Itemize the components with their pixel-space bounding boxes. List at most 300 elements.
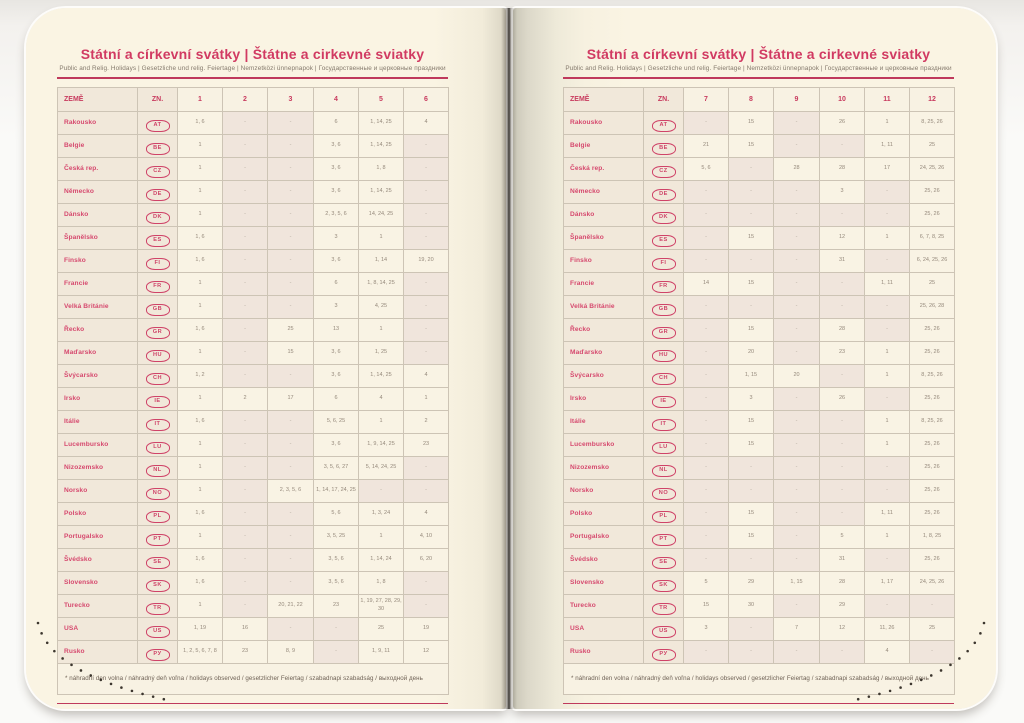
holiday-cell-empty: - (404, 180, 449, 203)
title-underline (563, 77, 954, 79)
country-code-cell (644, 180, 684, 203)
holiday-cell-empty: - (774, 387, 820, 410)
column-header-month: 3 (268, 87, 314, 111)
holiday-cell: 4 (865, 640, 910, 663)
country-name: Španělsko (58, 226, 138, 249)
table-row (564, 272, 955, 295)
country-code-badge: IT (652, 419, 676, 431)
holiday-cell-empty: - (774, 318, 820, 341)
holiday-cell-empty: - (404, 479, 449, 502)
holiday-cell-empty: - (729, 180, 774, 203)
holiday-cell-empty: - (223, 364, 268, 387)
country-code-badge: ES (652, 235, 676, 247)
holiday-cell: 1, 6 (178, 410, 223, 433)
country-code-badge: РУ (146, 649, 170, 661)
holiday-cell: 1, 14 (359, 249, 404, 272)
holiday-cell: 8, 25, 26 (910, 364, 955, 387)
holiday-cell-empty: - (268, 617, 314, 640)
holiday-cell-empty: - (268, 272, 314, 295)
country-code-badge: GB (146, 304, 170, 316)
country-name: Dánsko (564, 203, 644, 226)
holiday-cell: 1, 6 (178, 318, 223, 341)
holiday-cell: 5, 6 (684, 157, 729, 180)
country-code-cell (138, 318, 178, 341)
country-code-cell (644, 364, 684, 387)
country-code-badge: NL (146, 465, 170, 477)
holiday-cell: 31 (820, 548, 865, 571)
country-code-cell (138, 502, 178, 525)
holiday-cell-empty: - (223, 479, 268, 502)
country-name: USA (58, 617, 138, 640)
holiday-cell-empty: - (774, 249, 820, 272)
holiday-cell: 3, 5, 6, 27 (314, 456, 359, 479)
holiday-cell: 29 (729, 571, 774, 594)
country-code-cell (138, 410, 178, 433)
holiday-cell: 1 (178, 341, 223, 364)
holiday-cell-empty: - (223, 272, 268, 295)
country-code-cell (138, 364, 178, 387)
country-code-badge: LU (146, 442, 170, 454)
holiday-cell: 13 (314, 318, 359, 341)
holiday-cell-empty: - (729, 456, 774, 479)
holiday-cell: 1 (178, 594, 223, 617)
table-row (58, 387, 449, 410)
holiday-cell: 20 (774, 364, 820, 387)
holiday-cell-empty: - (268, 410, 314, 433)
holiday-cell: 3, 6 (314, 341, 359, 364)
holiday-cell-empty: - (865, 479, 910, 502)
country-code-cell (644, 433, 684, 456)
country-code-badge: AT (652, 120, 676, 132)
title-underline (57, 77, 448, 79)
holiday-cell: 25, 26 (910, 203, 955, 226)
table-row (564, 341, 955, 364)
table-row (58, 272, 449, 295)
country-name: Švédsko (564, 548, 644, 571)
holiday-cell: 4, 25 (359, 295, 404, 318)
holiday-cell-empty: - (223, 180, 268, 203)
holiday-cell: 1 (865, 111, 910, 134)
country-name: Turecko (564, 594, 644, 617)
holiday-cell-empty: - (404, 203, 449, 226)
country-code-cell (138, 226, 178, 249)
page-subtitle: Public and Relig. Holidays | Gesetzliche und relig. Feiertage | Nemzetközi ünnepnapok | Государственные и церковные праздники (565, 65, 952, 72)
country-name: Řecko (58, 318, 138, 341)
holiday-cell-empty: - (774, 111, 820, 134)
table-row (58, 571, 449, 594)
holiday-cell: 1 (178, 157, 223, 180)
holiday-cell-empty: - (820, 295, 865, 318)
holiday-cell: 25, 26 (910, 548, 955, 571)
holiday-cell-empty: - (774, 341, 820, 364)
holiday-cell: 7 (774, 617, 820, 640)
country-code-cell (644, 594, 684, 617)
holiday-cell: 23 (404, 433, 449, 456)
holiday-cell-empty: - (774, 479, 820, 502)
country-code-badge: GR (652, 327, 676, 339)
holiday-cell-empty: - (820, 479, 865, 502)
table-row (564, 502, 955, 525)
holiday-cell: 23 (820, 341, 865, 364)
holiday-cell: 1, 6 (178, 249, 223, 272)
holiday-cell: 1, 8 (359, 157, 404, 180)
holiday-cell-empty: - (729, 203, 774, 226)
holiday-cell: 1, 3, 24 (359, 502, 404, 525)
holiday-cell-empty: - (774, 456, 820, 479)
holiday-cell: 1 (178, 479, 223, 502)
holiday-cell: 1, 19 (178, 617, 223, 640)
holiday-cell-empty: - (684, 249, 729, 272)
country-name: Slovensko (564, 571, 644, 594)
page-subtitle: Public and Relig. Holidays | Gesetzliche und relig. Feiertage | Nemzetközi ünnepnapok | Государственные и церковные праздники (59, 65, 446, 72)
country-code-cell (644, 295, 684, 318)
holiday-cell: 16 (223, 617, 268, 640)
holiday-cell: 12 (404, 640, 449, 663)
holiday-cell: 26 (820, 111, 865, 134)
country-name: Turecko (58, 594, 138, 617)
holiday-cell: 15 (729, 525, 774, 548)
holiday-cell: 4 (404, 111, 449, 134)
country-code-cell (644, 502, 684, 525)
country-code-badge: DK (652, 212, 676, 224)
column-header-month: 8 (729, 87, 774, 111)
holiday-cell: 1 (865, 226, 910, 249)
country-name: Německo (58, 180, 138, 203)
table-row (564, 387, 955, 410)
table-head (58, 87, 449, 111)
holiday-cell-empty: - (404, 134, 449, 157)
holiday-cell: 1 (359, 226, 404, 249)
country-code-cell (138, 341, 178, 364)
holiday-cell-empty: - (268, 295, 314, 318)
holiday-cell: 3 (314, 226, 359, 249)
holiday-cell-empty: - (268, 364, 314, 387)
holiday-cell: 25, 26, 28 (910, 295, 955, 318)
column-header-country: ZEMĚ (58, 87, 138, 111)
country-code-badge: TR (652, 603, 676, 615)
holiday-cell: 1, 6 (178, 502, 223, 525)
table-row (58, 525, 449, 548)
holiday-cell: 15 (684, 594, 729, 617)
holiday-cell: 3, 6 (314, 433, 359, 456)
column-header-month: 7 (684, 87, 729, 111)
country-name: USA (564, 617, 644, 640)
country-code-badge: CH (652, 373, 676, 385)
holiday-cell-empty: - (684, 456, 729, 479)
holiday-cell: 15 (729, 134, 774, 157)
holiday-cell: 28 (774, 157, 820, 180)
holiday-cell: 1, 11 (865, 502, 910, 525)
holiday-cell-empty: - (314, 617, 359, 640)
country-code-badge: PL (146, 511, 170, 523)
holiday-cell-empty: - (820, 203, 865, 226)
country-code-badge: DE (652, 189, 676, 201)
country-code-badge: SE (146, 557, 170, 569)
country-code-badge: ES (146, 235, 170, 247)
table-row (58, 341, 449, 364)
holiday-cell-empty: - (268, 525, 314, 548)
holiday-cell-empty: - (910, 640, 955, 663)
country-name: Finsko (58, 249, 138, 272)
table-row (564, 318, 955, 341)
holiday-cell: 1 (178, 180, 223, 203)
holiday-cell: 1, 25 (359, 341, 404, 364)
holiday-cell-empty: - (223, 571, 268, 594)
holiday-cell: 1 (865, 341, 910, 364)
holiday-cell-empty: - (774, 594, 820, 617)
country-name: Irsko (564, 387, 644, 410)
holiday-cell: 4 (404, 364, 449, 387)
country-code-cell (138, 249, 178, 272)
country-code-cell (644, 134, 684, 157)
holiday-cell: 28 (820, 571, 865, 594)
country-code-badge: US (652, 626, 676, 638)
holiday-cell: 1, 11 (865, 272, 910, 295)
country-code-badge: CH (146, 373, 170, 385)
country-code-badge: LU (652, 442, 676, 454)
column-header-month: 11 (865, 87, 910, 111)
holiday-cell-empty: - (684, 410, 729, 433)
country-name: Německo (564, 180, 644, 203)
holiday-cell: 1, 15 (774, 571, 820, 594)
holiday-cell: 1, 9, 14, 25 (359, 433, 404, 456)
holiday-cell: 6, 24, 25, 26 (910, 249, 955, 272)
country-name: Švédsko (58, 548, 138, 571)
holiday-cell-empty: - (223, 548, 268, 571)
holiday-cell: 3 (314, 295, 359, 318)
holiday-cell: 5, 14, 24, 25 (359, 456, 404, 479)
holiday-cell: 15 (729, 272, 774, 295)
holiday-cell-empty: - (404, 318, 449, 341)
holiday-cell-empty: - (774, 502, 820, 525)
holiday-cell-empty: - (404, 157, 449, 180)
column-header-month: 1 (178, 87, 223, 111)
country-name: Polsko (58, 502, 138, 525)
holiday-cell-empty: - (684, 341, 729, 364)
country-code-cell (138, 157, 178, 180)
holiday-cell: 2 (223, 387, 268, 410)
country-code-badge: FR (652, 281, 676, 293)
country-code-badge: IE (652, 396, 676, 408)
country-code-badge: SK (146, 580, 170, 592)
holiday-cell-empty: - (268, 571, 314, 594)
country-name: Rusko (58, 640, 138, 663)
right-page-content (563, 46, 954, 704)
holiday-cell: 1 (865, 364, 910, 387)
country-name: Nizozemsko (564, 456, 644, 479)
holiday-cell: 19 (404, 617, 449, 640)
holiday-cell-empty: - (774, 295, 820, 318)
holiday-cell-empty: - (223, 134, 268, 157)
country-name: Lucembursko (58, 433, 138, 456)
holiday-cell: 15 (729, 111, 774, 134)
column-header-month: 9 (774, 87, 820, 111)
table-row (58, 364, 449, 387)
holiday-cell-empty: - (774, 226, 820, 249)
table-row (564, 157, 955, 180)
country-code-cell (138, 571, 178, 594)
country-code-badge: SK (652, 580, 676, 592)
table-row (564, 410, 955, 433)
country-code-badge: IT (146, 419, 170, 431)
holiday-cell: 1, 6 (178, 111, 223, 134)
holiday-cell: 25 (359, 617, 404, 640)
holidays-table-months-7-12 (563, 87, 955, 695)
holiday-cell: 11, 26 (865, 617, 910, 640)
country-code-cell (138, 594, 178, 617)
country-code-cell (138, 272, 178, 295)
holiday-cell-empty: - (404, 226, 449, 249)
holiday-cell: 1, 19, 27, 28, 29, 30 (359, 594, 404, 617)
holiday-cell-empty: - (729, 479, 774, 502)
holiday-cell: 25, 26 (910, 502, 955, 525)
country-code-cell (644, 249, 684, 272)
country-code-cell (138, 180, 178, 203)
country-name: Velká Británie (58, 295, 138, 318)
holiday-cell: 24, 25, 26 (910, 157, 955, 180)
holiday-cell: 6 (314, 387, 359, 410)
holiday-cell: 1 (178, 433, 223, 456)
holiday-cell-empty: - (404, 341, 449, 364)
holiday-cell: 1, 6 (178, 571, 223, 594)
holiday-cell-empty: - (820, 502, 865, 525)
holiday-cell-empty: - (223, 295, 268, 318)
left-page-content (57, 46, 448, 704)
country-name: Švýcarsko (564, 364, 644, 387)
holiday-cell-empty: - (865, 295, 910, 318)
table-row (58, 157, 449, 180)
country-code-cell (138, 203, 178, 226)
holiday-cell-empty: - (774, 410, 820, 433)
column-header-month: 4 (314, 87, 359, 111)
holiday-cell-empty: - (268, 433, 314, 456)
country-name: Maďarsko (564, 341, 644, 364)
holiday-cell: 1 (178, 203, 223, 226)
country-code-badge: NL (652, 465, 676, 477)
holiday-cell-empty: - (223, 525, 268, 548)
holiday-cell-empty: - (774, 433, 820, 456)
country-name: Velká Británie (564, 295, 644, 318)
holiday-cell-empty: - (268, 180, 314, 203)
country-code-cell (644, 410, 684, 433)
holiday-cell-empty: - (223, 341, 268, 364)
holiday-cell: 8, 9 (268, 640, 314, 663)
country-code-badge: PT (146, 534, 170, 546)
holiday-cell: 1 (178, 295, 223, 318)
holiday-cell: 3, 6 (314, 364, 359, 387)
table-row (58, 226, 449, 249)
holiday-cell: 4, 10 (404, 525, 449, 548)
holiday-cell: 15 (729, 226, 774, 249)
holiday-cell: 25, 26 (910, 433, 955, 456)
holiday-cell: 3 (729, 387, 774, 410)
holiday-cell-empty: - (729, 295, 774, 318)
country-code-cell (138, 433, 178, 456)
holiday-cell-empty: - (774, 134, 820, 157)
holiday-cell: 25 (910, 134, 955, 157)
holiday-cell-empty: - (684, 387, 729, 410)
holiday-cell-empty: - (223, 111, 268, 134)
holiday-cell: 1, 6 (178, 548, 223, 571)
country-code-badge: BE (146, 143, 170, 155)
country-name: Portugalsko (564, 525, 644, 548)
holiday-cell: 1, 14, 25 (359, 134, 404, 157)
holiday-cell: 20, 21, 22 (268, 594, 314, 617)
holiday-cell: 1, 8, 25 (910, 525, 955, 548)
country-code-badge: FR (146, 281, 170, 293)
holiday-cell-empty: - (359, 479, 404, 502)
holiday-cell-empty: - (684, 180, 729, 203)
holiday-cell: 3, 5, 6 (314, 571, 359, 594)
holiday-cell: 15 (729, 433, 774, 456)
holiday-cell: 6 (314, 111, 359, 134)
holiday-cell-empty: - (268, 502, 314, 525)
country-code-cell (138, 548, 178, 571)
holiday-cell: 14, 24, 25 (359, 203, 404, 226)
table-row (564, 525, 955, 548)
holiday-cell: 25, 26 (910, 479, 955, 502)
country-code-badge: SE (652, 557, 676, 569)
holidays-table-months-1-6 (57, 87, 449, 695)
table-row (564, 548, 955, 571)
country-code-cell (138, 525, 178, 548)
holiday-cell-empty: - (684, 548, 729, 571)
holiday-cell-empty: - (268, 203, 314, 226)
country-name: Norsko (564, 479, 644, 502)
table-row (58, 111, 449, 134)
holiday-cell: 28 (820, 157, 865, 180)
holiday-cell-empty: - (223, 203, 268, 226)
country-name: Portugalsko (58, 525, 138, 548)
country-code-cell (138, 295, 178, 318)
country-code-cell (138, 111, 178, 134)
country-code-badge: US (146, 626, 170, 638)
holiday-cell: 21 (684, 134, 729, 157)
holiday-cell-empty: - (820, 640, 865, 663)
holiday-cell-empty: - (910, 594, 955, 617)
holiday-cell-empty: - (684, 203, 729, 226)
column-header-month: 2 (223, 87, 268, 111)
holiday-cell: 1 (359, 318, 404, 341)
holiday-cell: 2, 3, 5, 6 (268, 479, 314, 502)
holiday-cell: 25, 26 (910, 456, 955, 479)
holiday-cell-empty: - (404, 295, 449, 318)
country-code-badge: FI (146, 258, 170, 270)
column-header-month: 12 (910, 87, 955, 111)
holiday-cell: 23 (223, 640, 268, 663)
holiday-cell-empty: - (684, 525, 729, 548)
holiday-cell-empty: - (404, 571, 449, 594)
holiday-cell-empty: - (865, 456, 910, 479)
holiday-cell: 1, 14, 17, 24, 25 (314, 479, 359, 502)
table-row (564, 203, 955, 226)
country-code-badge: HU (652, 350, 676, 362)
country-name: Polsko (564, 502, 644, 525)
country-code-badge: HU (146, 350, 170, 362)
footnote: * náhradní den volna / náhradný deň voľna / holidays observed / gesetzlicher Feiertag / szabadnapi szabadság / выходной день (58, 663, 449, 694)
table-row (564, 134, 955, 157)
holiday-cell: 3, 6 (314, 249, 359, 272)
holiday-cell-empty: - (820, 410, 865, 433)
holiday-cell-empty: - (774, 180, 820, 203)
holiday-cell-empty: - (865, 387, 910, 410)
holiday-cell: 25, 26 (910, 180, 955, 203)
holiday-cell-empty: - (223, 502, 268, 525)
holiday-cell: 12 (820, 226, 865, 249)
country-code-cell (644, 479, 684, 502)
country-code-badge: AT (146, 120, 170, 132)
holiday-cell-empty: - (223, 594, 268, 617)
